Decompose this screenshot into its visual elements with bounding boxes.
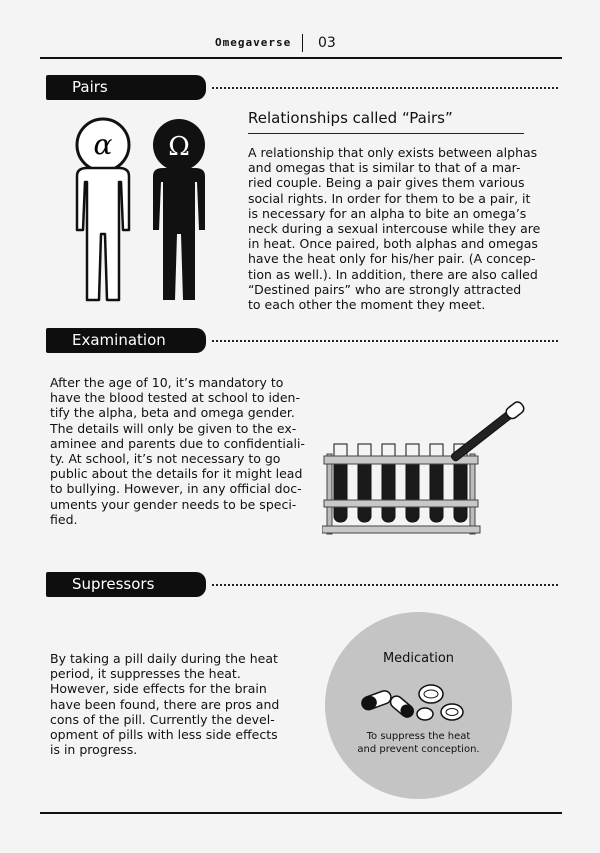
section-tab-supressors [46, 572, 206, 597]
header-title: Omegaverse [215, 36, 292, 49]
omega-figure [153, 119, 205, 300]
examination-body-text: After the age of 10, it’s mandatory to have the blood tested at school to iden- tify the alpha, beta and omega gender. The details will only be given to the ex- aminee and parents due to confidentiali- ty. At school, it’s not necessary to go public about the details for it might lead to bullying. However, in any official doc- uments your gender needs to be speci- fied. [50, 375, 305, 527]
alpha-figure [77, 119, 129, 300]
top-rule [40, 57, 562, 59]
section-divider-supressors [212, 584, 558, 586]
pairs-body-text: A relationship that only exists between alphas and omegas that is similar to that of a mar- ried couple. Being a pair gives them various social rights. In order for them to be a pair, it is necessary for an alpha to bite an omega’s neck during a sexual intercouse while they are in heat. Once paired, both alphas and omegas have the heat only for his/her pair. (A concep- tion as well.). In addition, there are also called “Destined pairs” who are strongly attracted to each other the moment they meet. [248, 145, 541, 313]
medication-caption: To suppress the heat and prevent conception. [357, 731, 480, 755]
subheading-underline [248, 133, 524, 134]
section-divider-pairs [212, 87, 558, 89]
section-divider-examination [212, 340, 558, 342]
pairs-subheading: Relationships called “Pairs” [248, 109, 453, 127]
section-tab-examination [46, 328, 206, 353]
section-title-supressors: Supressors [72, 575, 155, 593]
medication-title: Medication [382, 651, 455, 666]
alpha-symbol: α [93, 128, 113, 161]
supressors-body-text: By taking a pill daily during the heat period, it suppresses the heat. However, side effects for the brain have been found, there are pros and cons of the pill. Currently the devel- opment of pills with less side effects is in progress. [50, 651, 280, 758]
header-separator [302, 34, 303, 52]
section-title-pairs: Pairs [72, 78, 108, 96]
page-number: 03 [318, 35, 336, 51]
pills-illustration [358, 680, 468, 725]
bottom-rule [40, 812, 562, 814]
omega-symbol: Ω [168, 132, 190, 162]
test-tube-rack-illustration [322, 392, 532, 540]
section-title-examination: Examination [72, 331, 166, 349]
pair-figures-illustration [55, 112, 235, 307]
section-tab-pairs [46, 75, 206, 100]
